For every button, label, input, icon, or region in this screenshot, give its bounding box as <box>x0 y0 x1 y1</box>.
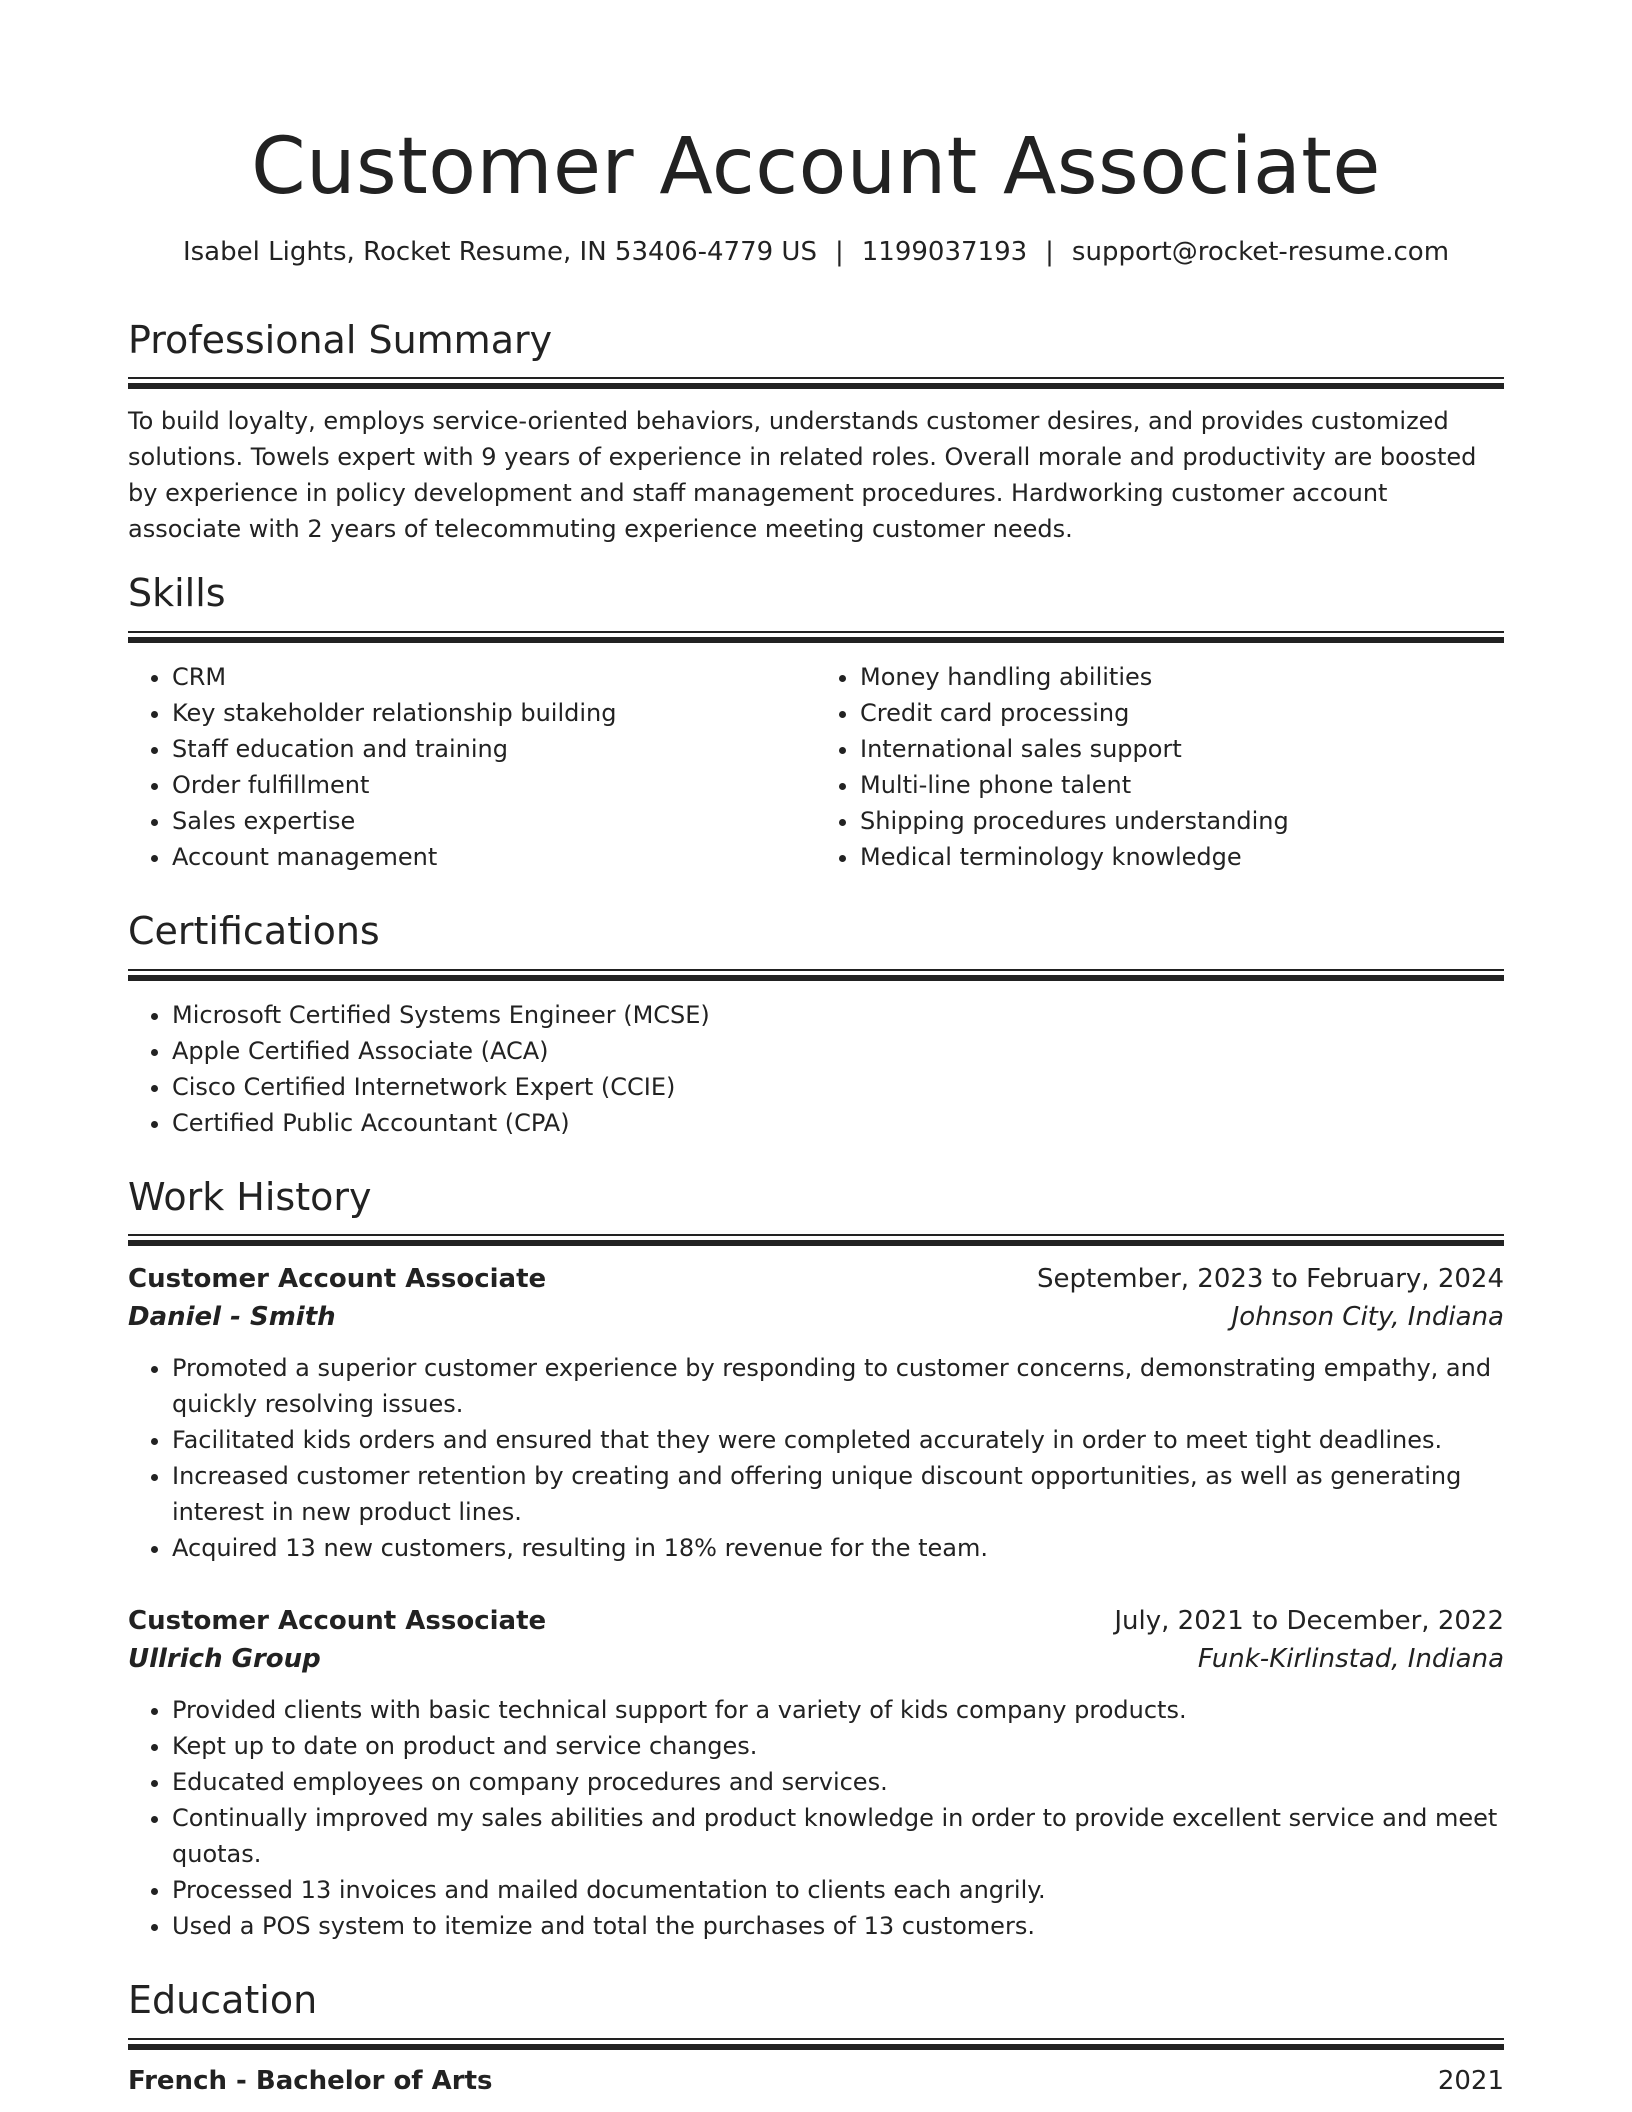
education-degree: French - Bachelor of Arts <box>128 2065 493 2096</box>
section-divider <box>128 1234 1504 1246</box>
job-location: Funk-Kirlinstad, Indiana <box>1197 1644 1504 1675</box>
contact-separator: | <box>1045 237 1054 267</box>
section-divider <box>128 631 1504 643</box>
candidate-name: Customer Account Associate <box>251 122 1381 212</box>
contact-line <box>128 236 1504 270</box>
job-bullet: • Facilitated kids orders and ensured that they were completed accurately in order to meet tight deadlines. <box>172 1422 1504 1458</box>
job-location: Johnson City, Indiana <box>1231 1302 1504 1333</box>
section-title-work-history: Work History <box>128 1174 372 1219</box>
skill-item: • Credit card processing <box>860 695 1504 731</box>
skills-section <box>128 571 1504 875</box>
job-bullet: • Continually improved my sales abilities and product knowledge in order to provide excellent service and meet quotas. <box>172 1800 1504 1872</box>
skill-item: • International sales support <box>860 731 1504 767</box>
certification-item: • Apple Certified Associate (ACA) <box>172 1033 1504 1069</box>
job-title: Customer Account Associate <box>128 1606 547 1637</box>
education-row <box>128 2062 1504 2100</box>
job-bullets <box>128 1350 1504 1566</box>
skill-item: • CRM <box>172 659 816 695</box>
skills-list-left <box>128 659 816 875</box>
education-year: 2021 <box>1437 2065 1504 2096</box>
job-bullet: • Educated employees on company procedures and services. <box>172 1764 1504 1800</box>
certifications-section <box>128 909 1504 1141</box>
summary-text: To build loyalty, employs service-oriented behaviors, understands customer desires, and provides customized solutions. Towels expert with 9 years of experience in related roles. Overall morale and productivity are boosted by experience in policy development and staff management procedures. Hardworking customer account associate with 2 years of telecommuting experience meeting customer needs. <box>128 407 1477 544</box>
section-title-summary: Professional Summary <box>128 317 553 362</box>
certification-item: • Cisco Certified Internetwork Expert (CCIE) <box>172 1069 1504 1105</box>
job-dates: July, 2021 to December, 2022 <box>1114 1606 1504 1637</box>
skill-item: • Key stakeholder relationship building <box>172 695 816 731</box>
job-entry <box>128 1260 1504 1566</box>
job-dates: September, 2023 to February, 2024 <box>1037 1264 1504 1295</box>
contact-email: support@rocket-resume.com <box>1071 237 1450 267</box>
job-company: Daniel - Smith <box>128 1302 336 1333</box>
contact-address: Isabel Lights, Rocket Resume, IN 53406-4779 US <box>182 237 817 267</box>
skill-item: • Medical terminology knowledge <box>860 839 1504 875</box>
job-bullets <box>128 1692 1504 1944</box>
contact-phone: 1199037193 <box>861 237 1028 267</box>
job-entry <box>128 1602 1504 1944</box>
certification-item: • Microsoft Certified Systems Engineer (MCSE) <box>172 997 1504 1033</box>
job-company-row <box>128 1298 1504 1336</box>
certifications-list <box>128 997 1504 1141</box>
skill-item: • Sales expertise <box>172 803 816 839</box>
section-divider <box>128 969 1504 981</box>
job-bullet: • Processed 13 invoices and mailed documentation to clients each angrily. <box>172 1872 1504 1908</box>
job-company-row <box>128 1640 1504 1678</box>
section-title-certifications: Certifications <box>128 908 380 953</box>
section-title-skills: Skills <box>128 571 226 616</box>
section-divider <box>128 377 1504 389</box>
skill-item: • Order fulfillment <box>172 767 816 803</box>
section-title-education: Education <box>128 1978 318 2023</box>
skills-grid <box>128 659 1504 875</box>
skill-item: • Account management <box>172 839 816 875</box>
job-title: Customer Account Associate <box>128 1264 547 1295</box>
work-history-section <box>128 1175 1504 1945</box>
job-bullet: • Promoted a superior customer experience by responding to customer concerns, demonstrating empathy, and quickly resolving issues. <box>172 1350 1504 1422</box>
job-company: Ullrich Group <box>128 1644 321 1675</box>
summary-section <box>128 318 1504 548</box>
certification-item: • Certified Public Accountant (CPA) <box>172 1105 1504 1141</box>
contact-separator: | <box>834 237 844 267</box>
section-divider <box>128 2038 1504 2050</box>
job-bullet: • Provided clients with basic technical support for a variety of kids company products. <box>172 1692 1504 1728</box>
job-header-row <box>128 1602 1504 1640</box>
job-bullet: • Kept up to date on product and service changes. <box>172 1728 1504 1764</box>
skill-item: • Money handling abilities <box>860 659 1504 695</box>
education-section <box>128 1978 1504 2100</box>
job-bullet: • Used a POS system to itemize and total the purchases of 13 customers. <box>172 1908 1504 1944</box>
job-bullet: • Acquired 13 new customers, resulting in 18% revenue for the team. <box>172 1530 1504 1566</box>
skill-item: • Staff education and training <box>172 731 816 767</box>
skill-item: • Multi-line phone talent <box>860 767 1504 803</box>
skill-item: • Shipping procedures understanding <box>860 803 1504 839</box>
skills-list-right <box>816 659 1504 875</box>
job-bullet: • Increased customer retention by creating and offering unique discount opportunities, as well as generating interest in new product lines. <box>172 1458 1504 1530</box>
job-header-row <box>128 1260 1504 1298</box>
